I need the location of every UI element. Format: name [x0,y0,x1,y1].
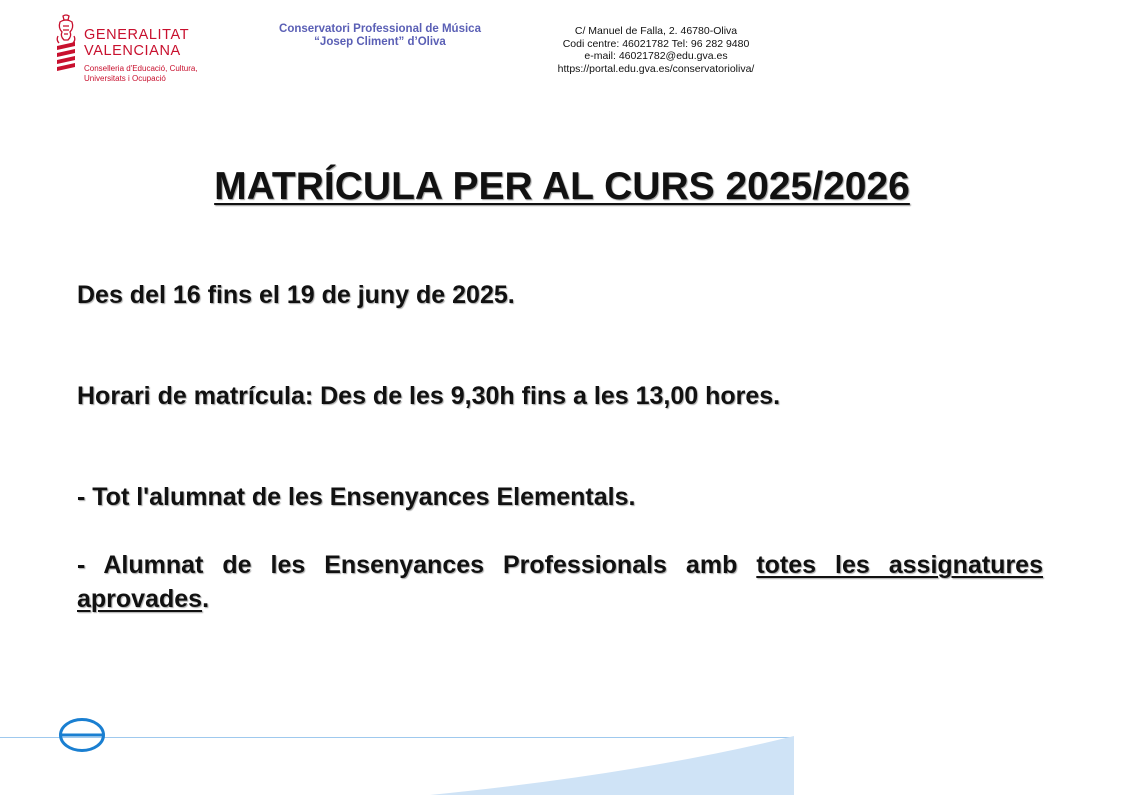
enrollment-item-elementals: - Tot l'alumnat de les Ensenyances Elementals. [77,483,636,511]
school-name [262,23,498,49]
page-title [0,164,1124,210]
school-name-line2: “Josep Climent” d’Oliva [314,36,446,48]
logo-word-valenciana: VALENCIANA [84,43,181,59]
enrollment-item-professionals [77,548,1043,616]
enrollment-schedule: Horari de matrícula: Des de les 9,30h fins a les 13,00 hores. [77,382,781,410]
page-title-text: MATRÍCULA PER AL CURS 2025/2026 [214,165,910,208]
logo-conselleria-line2: Universitats i Ocupació [84,74,166,83]
item2-suffix: . [202,585,210,613]
enrollment-dates: Des del 16 fins el 19 de juny de 2025. [77,281,515,309]
school-name-line1: Conservatori Professional de Música [279,23,481,35]
item2-prefix: - Alumnat de les Ensenyances Professionals amb [77,551,757,579]
item2-underlined: totes les assignatures aprovades [77,551,1043,613]
logo-word-generalitat: GENERALITAT [84,27,190,43]
contact-address: C/ Manuel de Falla, 2. 46780-Oliva [574,25,738,37]
footer-oval-icon [59,718,105,752]
logo-conselleria-line1: Conselleria d'Educació, Cultura, [84,64,198,73]
contact-info [520,25,792,75]
contact-web[interactable]: https://portal.edu.gva.es/conservatorioliva/ [557,62,755,75]
generalitat-logo [54,14,214,86]
footer-wedge [0,736,794,795]
generalitat-emblem-icon [54,14,78,72]
contact-codes: Codi centre: 46021782 Tel: 96 282 9480 [562,37,750,50]
contact-email[interactable]: e-mail: 46021782@edu.gva.es [584,50,728,62]
